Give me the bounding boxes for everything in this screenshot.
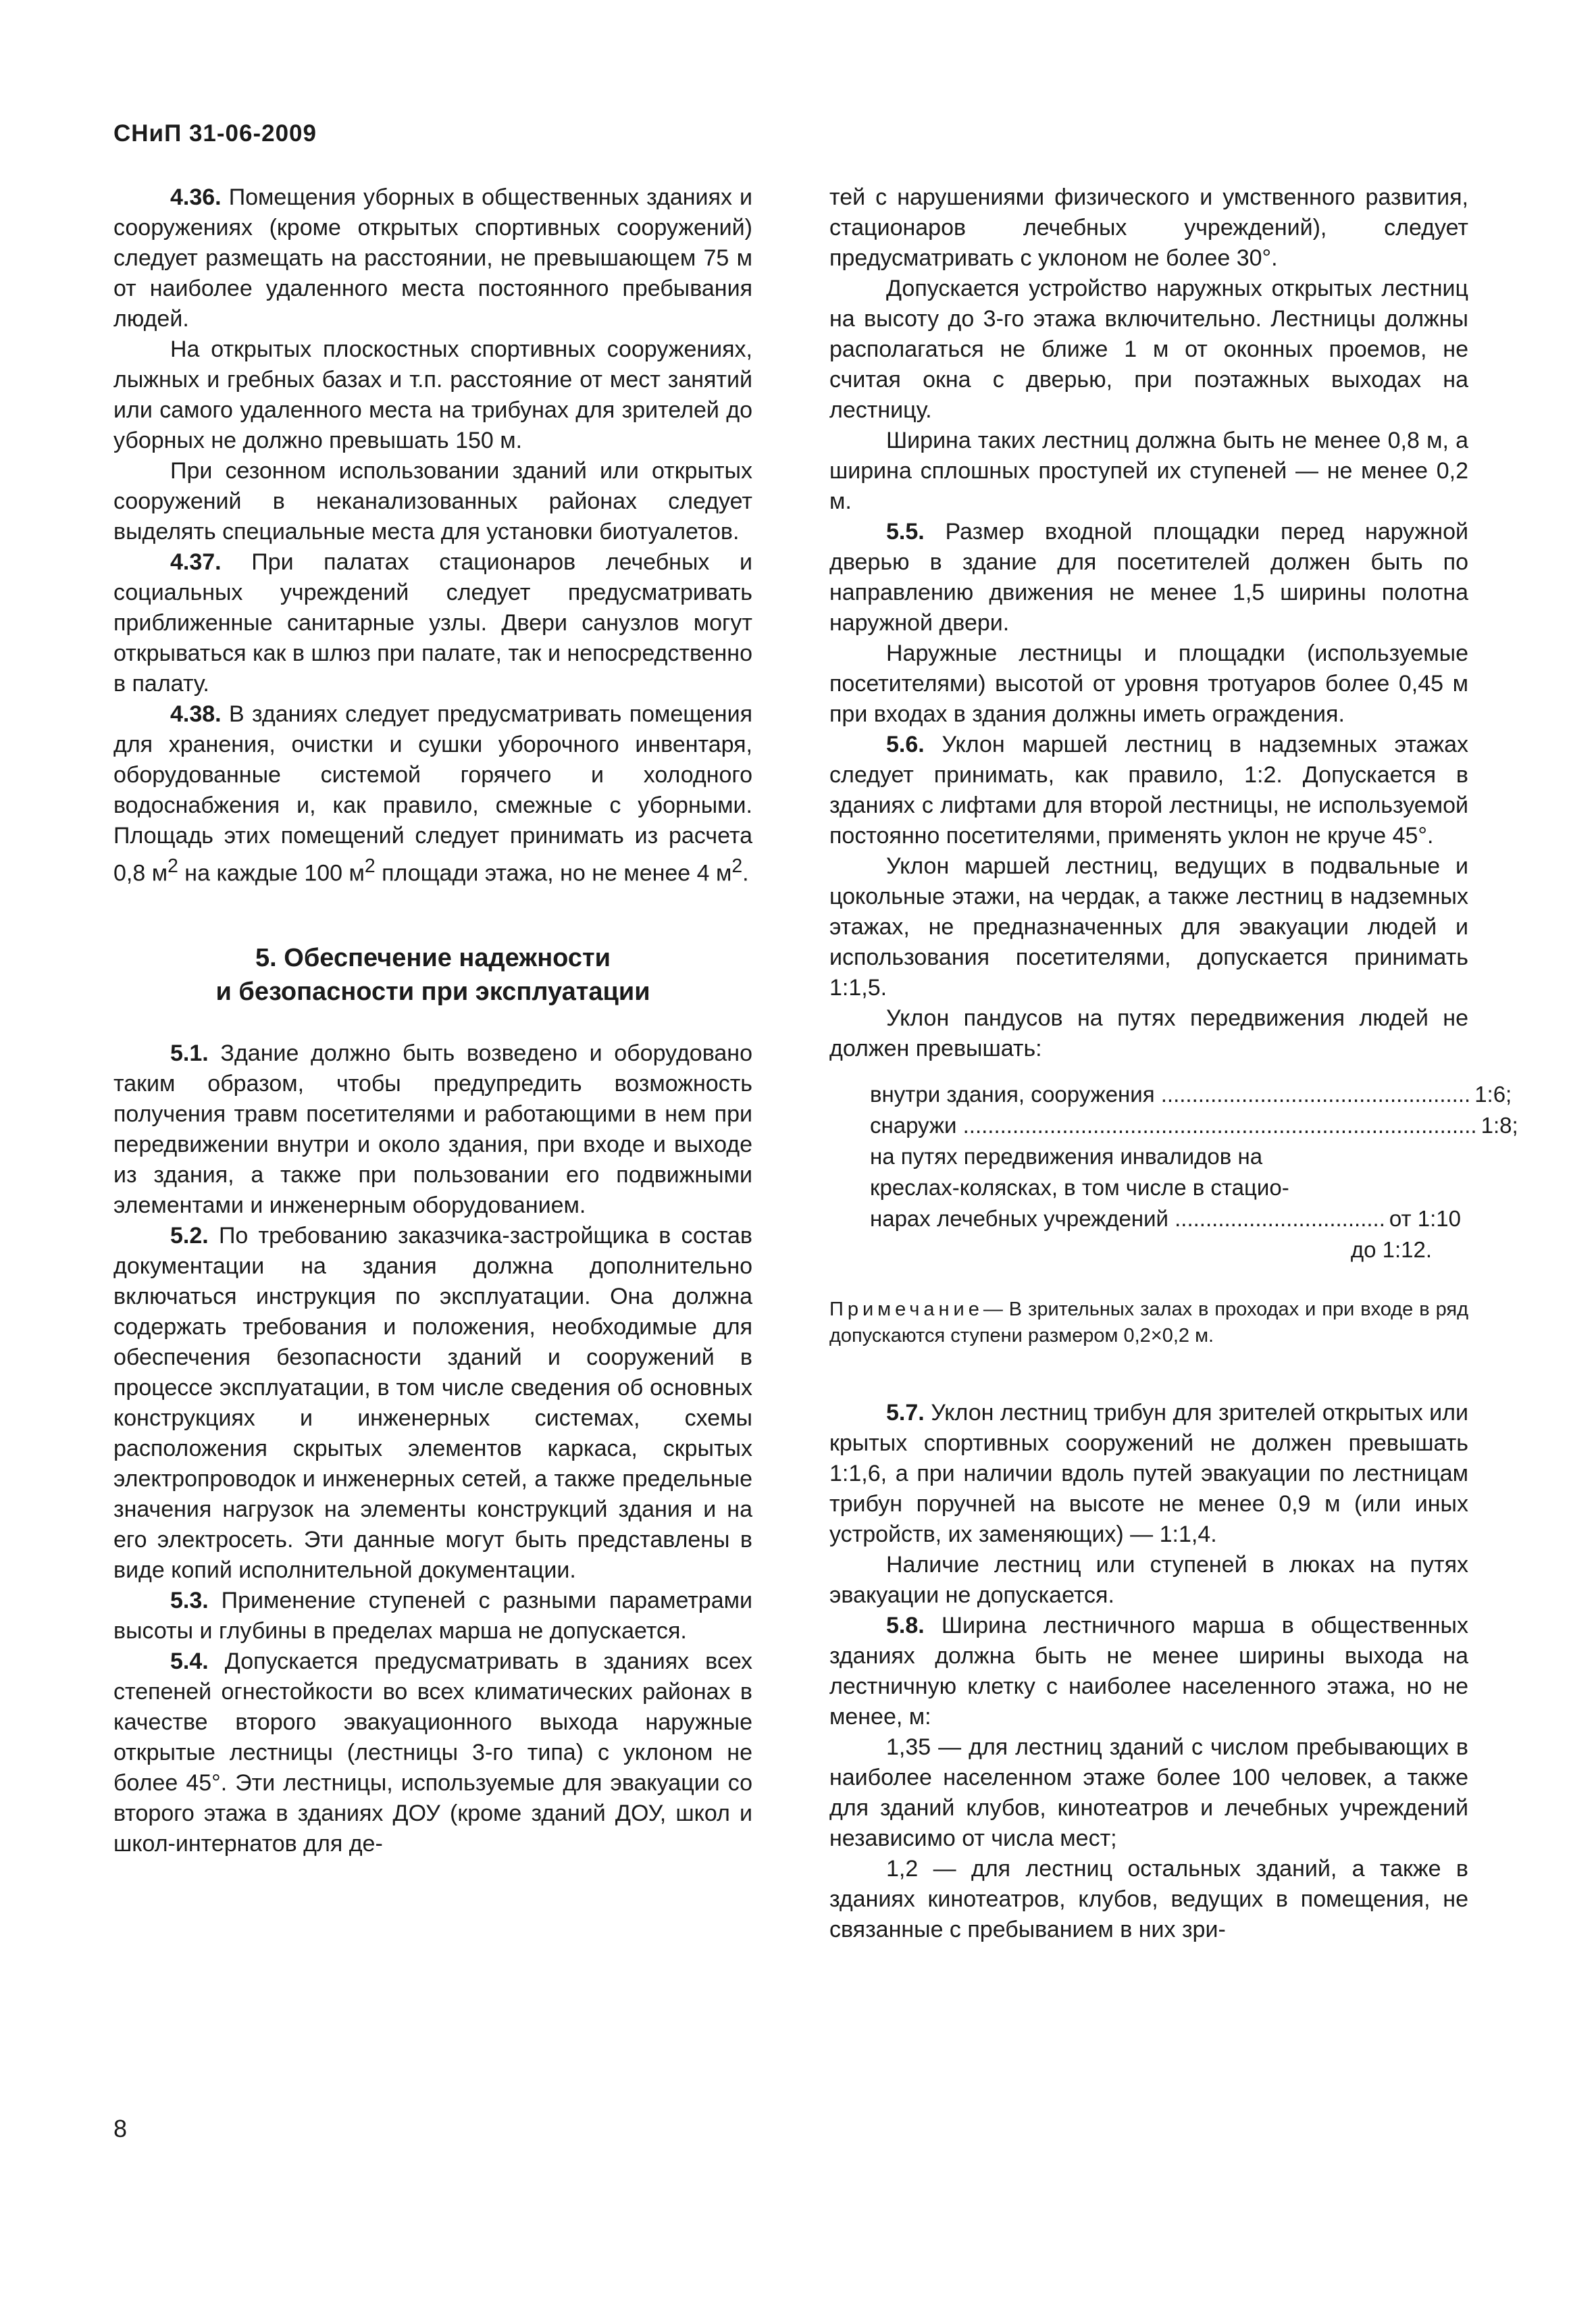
paragraph: Наружные лестницы и площадки (используемые посетителями) высотой от уровня тротуаров более 0,45 м при входах в здания должны иметь ограждения. xyxy=(829,640,1468,727)
clause-number: 5.3. xyxy=(170,1588,209,1614)
list-item-text: на путях передвижения инвалидов на xyxy=(870,1144,1263,1169)
page-number: 8 xyxy=(113,2115,128,2142)
clause-text: Уклон маршей лестниц в надземных этажах следует принимать, как правило, 1:2. Допускается в зданиях с лифтами для второй лестницы, не используемой постоянно посетителями, применять уклон не круче 45°. xyxy=(829,732,1468,849)
clause-text: Ширина лестничного марша в общественных зданиях должна быть не менее ширины выхода на лестничную клетку с наиболее населенного этажа, но не менее, м: xyxy=(829,1613,1468,1730)
superscript: 2 xyxy=(731,855,743,877)
clause-number: 5.2. xyxy=(170,1223,209,1249)
document-code-header: СНиП 31-06-2009 xyxy=(113,120,317,147)
list-item-value: 1:6; xyxy=(1474,1082,1512,1107)
clause-number: 5.5. xyxy=(886,519,925,545)
paragraph: Уклон пандусов на путях передвижения людей не должен превышать: xyxy=(829,1005,1468,1061)
paragraph-5-4 xyxy=(113,1646,752,1859)
clause-text: на каждые 100 м xyxy=(178,860,365,886)
list-item xyxy=(870,1110,1518,1141)
paragraph: 1,35 — для лестниц зданий с числом пребывающих в наиболее населенном этаже более 100 человек, а также для зданий клубов, кинотеатров и лечебных учреждений независимо от числа мест; xyxy=(829,1734,1468,1851)
clause-number: 4.38. xyxy=(170,701,222,727)
section-title-line: 5. Обеспечение надежности xyxy=(255,944,611,973)
paragraph: 1,2 — для лестниц остальных зданий, а также в зданиях кинотеатров, клубов, ведущих в помещения, не связанные с пребыванием в них зри- xyxy=(829,1856,1468,1942)
clause-number: 4.37. xyxy=(170,549,222,575)
paragraph-4-37 xyxy=(113,547,752,699)
list-item-value: 1:8; xyxy=(1481,1113,1518,1138)
superscript: 2 xyxy=(168,855,178,877)
paragraph: Уклон маршей лестниц, ведущих в подвальные и цокольные этажи, на чердак, а также лестниц в надземных этажах, не предназначенных для эвакуации людей и использования посетителями, допускается принимать 1:1,5. xyxy=(829,853,1468,1001)
paragraph-5-5 xyxy=(829,517,1468,638)
clause-number: 5.4. xyxy=(170,1649,209,1675)
note xyxy=(829,1297,1468,1349)
clause-text: При палатах стационаров лечебных и социальных учреждений следует предусматривать приближенные санитарные узлы. Двери санузлов могут открываться как в шлюз при палате, так и непосредственно в палату. xyxy=(113,549,752,697)
paragraph: При сезонном использовании зданий или открытых сооружений в неканализованных районах следует выделять специальные места для установки биотуалетов. xyxy=(113,458,752,545)
paragraph-5-1 xyxy=(113,1038,752,1221)
clause-number: 5.8. xyxy=(886,1613,925,1638)
paragraph-5-6 xyxy=(829,730,1468,851)
list-item-text: креслах-колясках, в том числе в стацио- xyxy=(870,1175,1289,1200)
clause-text: Уклон лестниц трибун для зрителей открытых или крытых спортивных сооружений не должен превышать 1:1,6, а при наличии вдоль путей эвакуации по лестницам трибун поручней на высоте не менее 0,9 м (или иных устройств, их заменяющих) — 1:1,4. xyxy=(829,1400,1469,1547)
superscript: 2 xyxy=(364,855,376,877)
list-item-text: внутри здания, сооружения xyxy=(870,1082,1155,1107)
ramp-slope-list xyxy=(870,1079,1518,1265)
clause-text: площади этажа, но не менее 4 м xyxy=(375,860,732,886)
section-title xyxy=(113,941,752,1009)
section-title-line: и безопасности при эксплуатации xyxy=(215,978,650,1007)
note-label: Примечание xyxy=(829,1299,983,1320)
paragraph-5-7 xyxy=(829,1398,1468,1550)
clause-text: Размер входной площадки перед наружной дверью в здание для посетителей должен быть по направлению движения не менее 1,5 ширины полотна наружной двери. xyxy=(829,519,1468,636)
clause-text: Здание должно быть возведено и оборудовано таким образом, чтобы предупредить возможность получения травм посетителями и работающими в нем при передвижении внутри и около здания, при входе и выходе из здания, а также при пользовании его подвижными элементами и инженерным оборудованием. xyxy=(113,1040,752,1219)
left-column xyxy=(113,182,752,1859)
list-item-text: снаружи xyxy=(870,1113,957,1138)
paragraph-5-2 xyxy=(113,1221,752,1586)
paragraph-4-36 xyxy=(113,182,752,334)
clause-number: 4.36. xyxy=(170,184,222,210)
right-column xyxy=(829,182,1518,1945)
clause-text: . xyxy=(742,860,749,886)
paragraph: На открытых плоскостных спортивных сооружениях, лыжных и гребных базах и т.п. расстояние от мест занятий или самого удаленного места на трибунах для зрителей до уборных не должно превышать 150 м. xyxy=(113,336,752,453)
paragraph: Наличие лестниц или ступеней в люках на путях эвакуации не допускается. xyxy=(829,1552,1468,1608)
list-item-label: нарах лечебных учреждений .................................. xyxy=(870,1206,1385,1231)
paragraph: Ширина таких лестниц должна быть не менее 0,8 м, а ширина сплошных проступей их ступеней — не менее 0,2 м. xyxy=(829,428,1468,514)
clause-number: 5.6. xyxy=(886,732,925,757)
list-item-label: снаружи ................................................................................... xyxy=(870,1113,1477,1138)
clause-text: Допускается предусматривать в зданиях всех степеней огнестойкости во всех климатических районах в качестве второго эвакуационного выхода наружные открытые лестницы (лестницы 3-го типа) с уклоном не более 45°. Эти лестницы, используемые для эвакуации со второго этажа в зданиях ДОУ (кроме зданий ДОУ, школ и школ-интернатов для де- xyxy=(113,1649,752,1857)
list-item xyxy=(870,1079,1512,1110)
clause-number: 5.7. xyxy=(886,1400,925,1426)
paragraph: Допускается устройство наружных открытых лестниц на высоту до 3-го этажа включительно. Лестницы должны располагаться не ближе 1 м от оконных проемов, не считая окна с дверью, при поэтажных выходах на лестницу. xyxy=(829,276,1468,423)
note-text: — В зрительных залах в проходах и при входе в ряд допускаются ступени размером 0,2×0,2 м. xyxy=(829,1299,1468,1347)
list-item-text: нарах лечебных учреждений xyxy=(870,1206,1168,1231)
paragraph-5-8 xyxy=(829,1611,1468,1732)
paragraph-4-38 xyxy=(113,699,752,888)
clause-number: 5.1. xyxy=(170,1040,209,1067)
paragraph-5-4-continued: тей с нарушениями физического и умственного развития, стационаров лечебных учреждений), следует предусматривать с уклоном не более 30°. xyxy=(829,184,1468,271)
clause-text: Применение ступеней с разными параметрами высоты и глубины в пределах марша не допускается. xyxy=(113,1588,752,1644)
clause-text: По требованию заказчика-застройщика в состав документации на здания должна дополнительно включаться инструкция по эксплуатации. Она должна содержать требования и положения, необходимые для обеспечения безопасности зданий и сооружений в процессе эксплуатации, в том числе сведения об основных конструкциях и инженерных системах, схемы расположения скрытых элементов каркаса, скрытых электропроводок и инженерных сетей, а также предельные значения нагрузок на элементы конструкций здания и на его электросеть. Эти данные могут быть представлены в виде копий исполнительной документации. xyxy=(113,1223,752,1584)
list-item-label: внутри здания, сооружения .................................................. xyxy=(870,1082,1471,1107)
clause-text: В зданиях следует предусматривать помещения для хранения, очистки и сушки уборочного инвентаря, оборудованные системой горячего и холодного водоснабжения и, как правило, смежные с уборными. Площадь этих помещений следует принимать из расчета 0,8 м xyxy=(113,701,752,886)
clause-text: Помещения уборных в общественных зданиях и сооружениях (кроме открытых спортивных сооружений) следует размещать на расстоянии, не превышающем 75 м от наиболее удаленного места постоянного пребывания людей. xyxy=(113,184,752,332)
paragraph-5-3 xyxy=(113,1586,752,1646)
list-item-value: от 1:10 xyxy=(1389,1206,1462,1231)
list-item xyxy=(870,1203,1468,1234)
list-item-value: до 1:12. xyxy=(1350,1237,1432,1262)
